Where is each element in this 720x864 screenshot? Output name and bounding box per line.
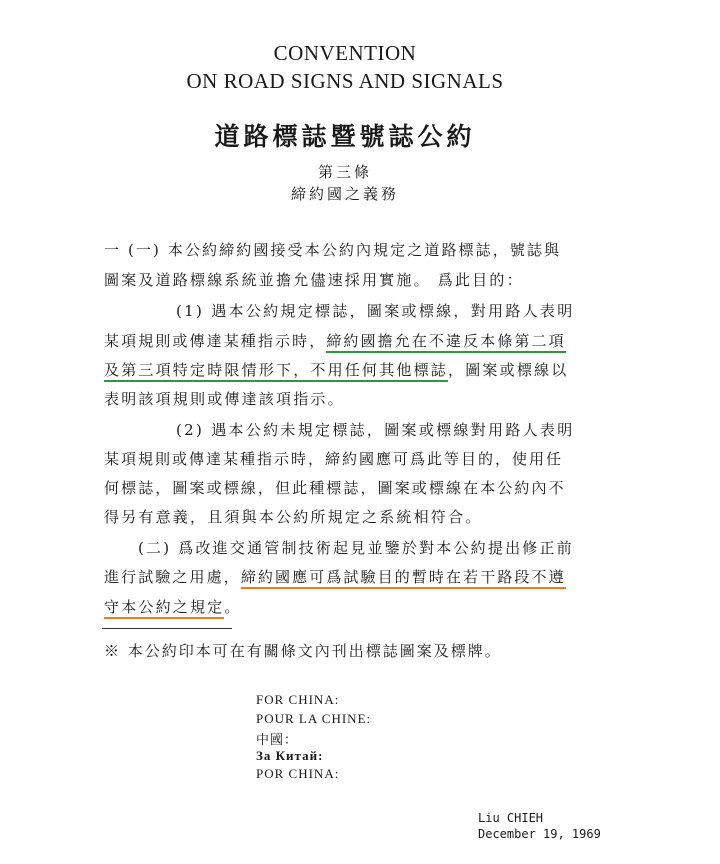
sub1-line3-text: ，圖案或標線以 xyxy=(448,361,569,379)
para2-line3-text: 。 xyxy=(224,598,242,616)
signer-name: Liu CHIEH xyxy=(478,811,544,825)
sub2-line2: 某項規則或傳達某種指示時，締約國應可爲此等目的，使用任 xyxy=(104,450,564,468)
orange-highlight-1: 締約國應可爲試驗目的暫時在若干路段不遵 xyxy=(241,568,566,589)
para1-line2: 圖案及道路標線系統並擔允儘速採用實施。 爲此目的： xyxy=(104,271,524,289)
article-number: 第三條 xyxy=(317,163,372,181)
sub2-line1: (2) 遇本公約未規定標誌，圖案或標線對用路人表明 xyxy=(176,421,575,439)
green-highlight-1: 締約國擔允在不違反本條第二項 xyxy=(326,332,565,353)
sub1-line2 xyxy=(104,330,566,351)
signature-line-chinese: 中國： xyxy=(256,733,299,748)
footnote-divider xyxy=(102,628,232,629)
sub1-line2-text: 某項規則或傳達某種指示時， xyxy=(104,332,327,350)
para1-line1: 一 (一) 本公約締約國接受本公約內規定之道路標誌，號誌與 xyxy=(104,241,562,259)
sub2-line4: 得另有意義，且須與本公約所規定之系統相符合。 xyxy=(104,508,483,526)
orange-highlight-2: 守本公約之規定 xyxy=(104,598,224,619)
sub1-line4: 表明該項規則或傳達該項指示。 xyxy=(104,390,345,408)
sub1-line3 xyxy=(104,359,568,380)
green-highlight-2: 及第三項特定時限情形下，不用任何其他標誌 xyxy=(104,361,448,382)
article-heading: 締約國之義務 xyxy=(290,185,399,203)
title-chinese: 道路標誌暨號誌公約 xyxy=(214,122,476,151)
sub1-line1: (1) 遇本公約規定標誌，圖案或標線，對用路人表明 xyxy=(176,302,575,320)
para2-line3 xyxy=(104,596,242,617)
title-line-1: CONVENTION xyxy=(273,41,417,65)
signature-line-russian: За Китай: xyxy=(256,748,324,763)
footnote: ※ 本公約印本可在有關條文內刊出標誌圖案及標牌。 xyxy=(104,642,502,660)
para2-line2 xyxy=(104,566,566,587)
signature-line-french: POUR LA CHINE: xyxy=(256,711,372,726)
signature-line-english: FOR CHINA: xyxy=(256,692,340,707)
title-line-2: ON ROAD SIGNS AND SIGNALS xyxy=(186,69,504,93)
sub2-line3: 何標誌，圖案或標線，但此種標誌，圖案或標線在本公約內不 xyxy=(104,479,566,497)
signature-date: December 19, 1969 xyxy=(478,827,601,841)
para2-line2-text: 進行試驗之用處， xyxy=(104,568,241,586)
signature-line-spanish: POR CHINA: xyxy=(256,766,340,781)
para2-line1: (二) 爲改進交通管制技術起見並鑒於對本公約提出修正前 xyxy=(138,539,574,557)
